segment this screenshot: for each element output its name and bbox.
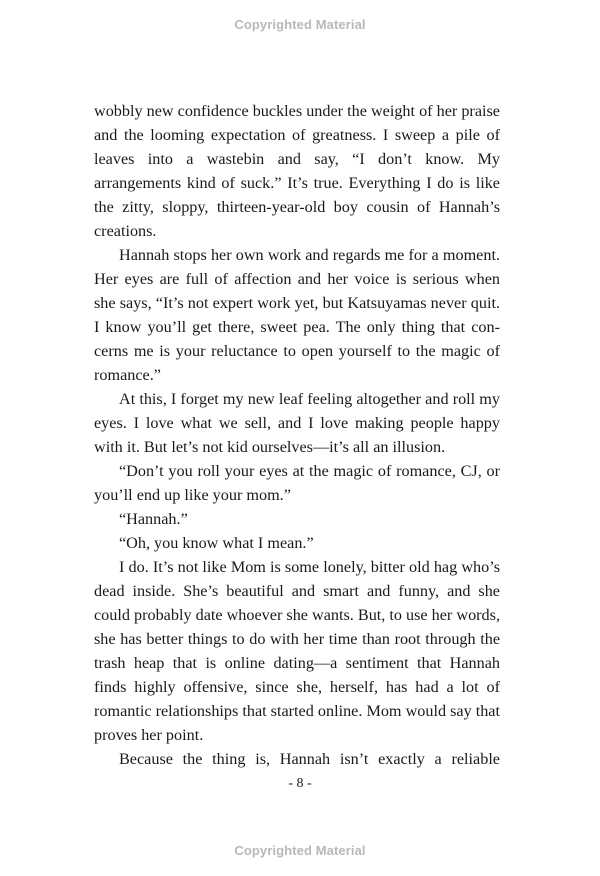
paragraph: “Oh, you know what I mean.” — [119, 534, 314, 552]
paragraph: Hannah stops her own work and regards me for a moment. Her eyes are full of affection and her voice is serious when she says, “It’s not expert work yet, but Katsuyamas never quit. I know you’ll get there, sweet pea. The only thing that concerns me is your reluctance to open yourself to the magic of romance.” — [94, 246, 500, 384]
paragraph: “Hannah.” — [119, 510, 188, 528]
body-text — [94, 99, 500, 771]
paragraph: I do. It’s not like Mom is some lonely, bitter old hag who’s dead inside. She’s beautiful and smart and funny, and she could probably date whoever she wants. But, to use her words, she has better things to do with her time than root through the trash heap that is online dating—a sentiment that Hannah finds highly offensive, since she, herself, has had a lot of romantic relationships that started online. Mom would say that proves her point. — [94, 558, 500, 744]
copyright-watermark-top: Copyrighted Material — [234, 17, 366, 32]
copyright-watermark-bottom: Copyrighted Material — [234, 843, 366, 858]
page-number: - 8 - — [288, 776, 312, 791]
paragraph: wobbly new confidence buckles under the weight of her praise and the looming expectation of greatness. I sweep a pile of leaves into a wastebin and say, “I don’t know. My arrangements kind of suck.” It’s true. Everything I do is like the zitty, sloppy, thirteen-year-old boy cousin of Hannah’s creations. — [94, 102, 500, 240]
paragraph-continued: Because the thing is, Hannah isn’t exactly a reliable — [119, 750, 500, 768]
paragraph: At this, I forget my new leaf feeling altogether and roll my eyes. I love what we sell, and I love making people happy with it. But let’s not kid ourselves—it’s all an illusion. — [94, 390, 500, 456]
paragraph: “Don’t you roll your eyes at the magic of romance, CJ, or you’ll end up like your mom.” — [94, 462, 500, 504]
